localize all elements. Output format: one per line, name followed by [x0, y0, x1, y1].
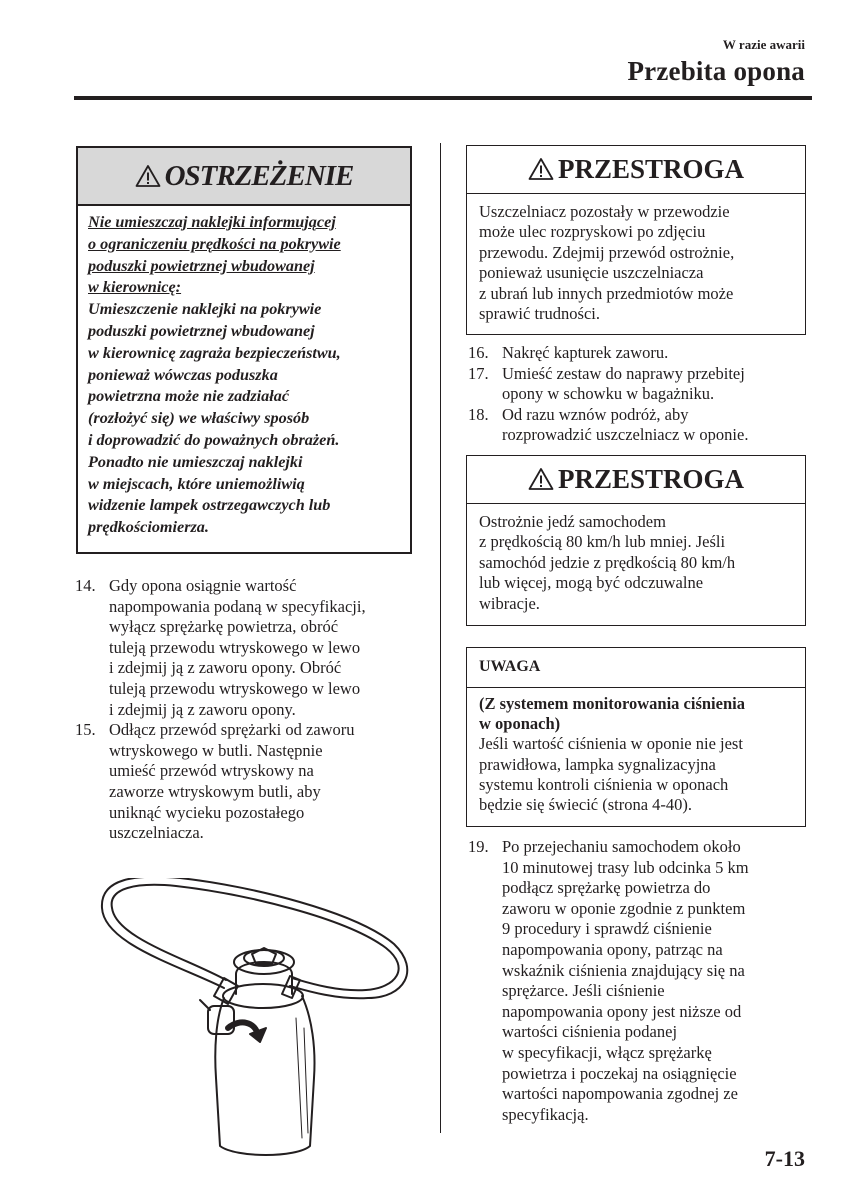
- step-line: napompowania opony jest niższe od: [502, 1001, 742, 1021]
- step-15: [75, 720, 415, 844]
- warning-line: w miejscach, które uniemożliwią: [88, 474, 305, 493]
- caution-line: lub więcej, mogą być odczuwalne: [479, 573, 704, 593]
- step-14: [75, 576, 415, 720]
- caution-text: [467, 504, 805, 614]
- step-line: i zdejmij ją z zaworu opony.: [109, 699, 296, 719]
- note-line: systemu kontroli ciśnienia w oponach: [479, 774, 729, 794]
- step-line: rozprowadzić uszczelniacz w oponie.: [502, 425, 749, 445]
- warning-line: Ponadto nie umieszczaj naklejki: [88, 452, 303, 471]
- step-line: Odłącz przewód sprężarki od zaworu: [109, 720, 355, 740]
- caution-line: samochód jedzie z prędkością 80 km/h: [479, 552, 736, 572]
- column-divider: [440, 143, 441, 1133]
- caution-line: może ulec rozpryskowi po zdjęciu: [479, 222, 706, 242]
- step-19-container: [468, 837, 808, 1125]
- caution-title: PRZESTROGA: [557, 464, 745, 494]
- warning-line: widzenie lampek ostrzegawczych lub: [88, 496, 331, 515]
- warning-line: Umieszczenie naklejki na pokrywie: [88, 300, 322, 319]
- step-number: 15.: [75, 720, 96, 740]
- step-line: Od razu wznów podróż, aby: [502, 404, 689, 424]
- warning-triangle-icon: [135, 164, 161, 188]
- step-line: sprężarce. Jeśli ciśnienie: [502, 981, 665, 1001]
- page-title: Przebita opona: [627, 56, 805, 86]
- step-line: uniknąć wycieku pozostałego: [109, 802, 305, 822]
- caution-line: ponieważ usunięcie uszczelniacza: [479, 263, 704, 283]
- step-line: 9 procedury i sprawdź ciśnienie: [502, 919, 712, 939]
- step-line: w specyfikacji, włącz sprężarkę: [502, 1042, 712, 1062]
- step-19: [468, 837, 808, 1125]
- caution-line: sprawić trudności.: [479, 304, 600, 324]
- step-line: Po przejechaniu samochodem około: [502, 837, 741, 856]
- warning-line: poduszki powietrznej wbudowanej: [88, 321, 315, 340]
- step-line: umieść przewód wtryskowy na: [109, 761, 314, 781]
- header-rule: [74, 96, 812, 100]
- warning-line: w kierownicę zagraża bezpieczeństwu,: [88, 343, 341, 362]
- warning-line: (rozłożyć się) we właściwy sposób: [88, 409, 310, 428]
- step-line: wartości napompowania zgodnej ze: [502, 1084, 738, 1104]
- caution-line: z prędkością 80 km/h lub mniej. Jeśli: [479, 532, 726, 552]
- warning-underlined-line: poduszki powietrznej wbudowanej: [88, 256, 315, 275]
- warning-title: OSTRZEŻENIE: [164, 160, 354, 192]
- note-line: będzie się świecić (strona 4-40).: [479, 795, 693, 815]
- step-line: opony w schowku w bagażniku.: [502, 384, 715, 404]
- note-text: [467, 688, 805, 815]
- caution-line: przewodu. Zdejmij przewód ostrożnie,: [479, 242, 735, 262]
- caution-box: [466, 145, 806, 335]
- step-line: Umieść zestaw do naprawy przebitej: [502, 363, 745, 383]
- step-line: Nakręć kapturek zaworu.: [502, 343, 669, 362]
- step-line: wtryskowego w butli. Następnie: [109, 740, 323, 760]
- step-line: Gdy opona osiągnie wartość: [109, 576, 297, 595]
- step-line: zaworze wtryskowym butli, aby: [109, 781, 321, 801]
- warning-text: [88, 212, 404, 539]
- step-number: 18.: [468, 404, 489, 424]
- step-line: specyfikacją.: [502, 1104, 589, 1124]
- step-line: uszczelniacza.: [109, 823, 204, 843]
- caution-header: [467, 456, 805, 504]
- step-line: wyłącz sprężarkę powietrza, obróć: [109, 617, 339, 637]
- warning-triangle-icon: [528, 157, 554, 181]
- sealant-bottle-illustration: [96, 878, 416, 1158]
- step-line: i zdejmij ją z zaworu opony. Obróć: [109, 658, 342, 678]
- note-line: Jeśli wartość ciśnienia w oponie nie jest: [479, 734, 743, 754]
- note-bold-line: w oponach): [479, 714, 561, 734]
- step-line: powietrza i poczekaj na osiągnięcie: [502, 1063, 737, 1083]
- step-line: tuleją przewodu wtryskowego w lewo: [109, 678, 361, 698]
- note-line: prawidłowa, lampka sygnalizacyjna: [479, 754, 716, 774]
- warning-line: powietrzna może nie zadziałać: [88, 387, 290, 406]
- note-bold-line: (Z systemem monitorowania ciśnienia: [479, 694, 745, 713]
- caution-line: z ubrań lub innych przedmiotów może: [479, 283, 734, 303]
- step-line: wskaźnik ciśnienia znajdujący się na: [502, 960, 745, 980]
- step-number: 14.: [75, 576, 96, 595]
- step-line: napompowania podaną w specyfikacji,: [109, 596, 366, 616]
- warning-line: ponieważ wówczas poduszka: [88, 365, 278, 384]
- warning-line: i doprowadzić do poważnych obrażeń.: [88, 430, 340, 449]
- step-line: napompowania opony, patrząc na: [502, 939, 723, 959]
- warning-underlined-line: Nie umieszczaj naklejki informującej: [88, 213, 336, 231]
- step-16: [468, 343, 808, 364]
- section-label: W razie awarii: [722, 37, 805, 52]
- page-number: 7-13: [764, 1146, 805, 1171]
- warning-header: [76, 146, 412, 206]
- step-17: [468, 364, 808, 405]
- caution-title: PRZESTROGA: [557, 154, 745, 184]
- step-number: 16.: [468, 343, 489, 362]
- caution-text: [467, 194, 805, 324]
- steps-right: [468, 343, 808, 446]
- step-number: 17.: [468, 363, 489, 383]
- warning-underlined-line: w kierownicę:: [88, 278, 182, 297]
- warning-underlined-line: o ograniczeniu prędkości na pokrywie: [88, 234, 341, 253]
- caution-line: Ostrożnie jedź samochodem: [479, 512, 666, 531]
- note-box: [466, 647, 806, 827]
- warning-line: prędkościomierza.: [88, 518, 209, 537]
- step-line: wartości ciśnienia podanej: [502, 1022, 678, 1042]
- caution-header: [467, 146, 805, 194]
- caution-line: Uszczelniacz pozostały w przewodzie: [479, 202, 730, 221]
- step-line: zaworu w oponie zgodnie z punktem: [502, 898, 746, 918]
- caution-box: [466, 455, 806, 626]
- note-title: UWAGA: [467, 648, 805, 688]
- warning-triangle-icon: [528, 467, 554, 491]
- step-number: 19.: [468, 837, 489, 856]
- steps-left: [75, 576, 415, 844]
- step-line: podłącz sprężarkę powietrza do: [502, 878, 711, 898]
- step-18: [468, 405, 808, 446]
- step-line: tuleją przewodu wtryskowego w lewo: [109, 637, 361, 657]
- caution-line: wibracje.: [479, 593, 540, 613]
- step-line: 10 minutowej trasy lub odcinka 5 km: [502, 857, 749, 877]
